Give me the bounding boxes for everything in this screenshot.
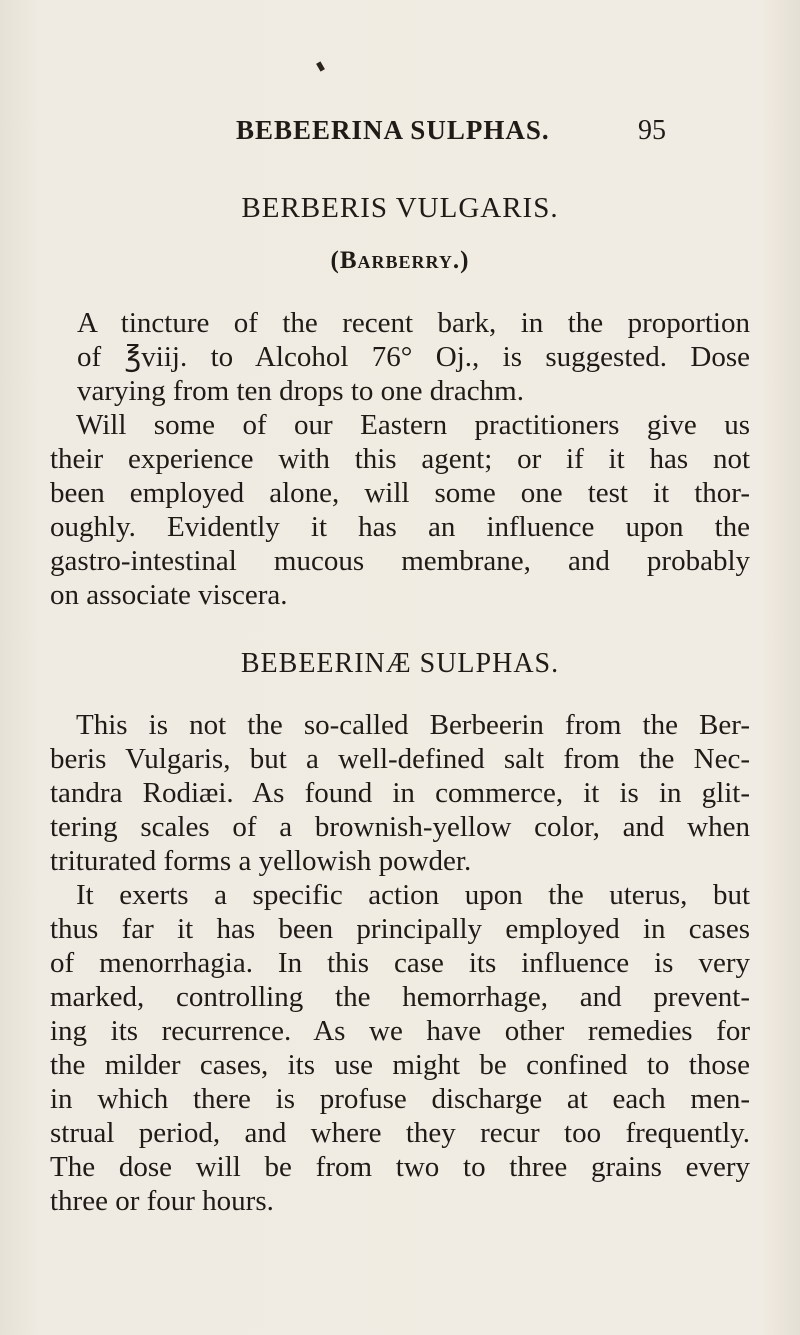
paragraph [50,878,750,1218]
ink-speck [316,61,325,71]
text-line: This is not the so-called Berbeerin from the Ber- [76,709,750,741]
section-title-berberis: BERBERIS VULGARIS. [241,192,559,224]
text-line: been employed alone, will some one test it thor- [50,477,750,509]
page-number: 95 [638,115,666,146]
subtitle-rest: arberry [357,247,453,274]
text-line: tandra Rodiæi. As found in commerce, it is in glit- [50,777,750,809]
text-line: Will some of our Eastern practitioners give us [76,409,750,441]
text-line: strual period, and where they recur too frequently. [50,1117,750,1149]
text-line: the milder cases, its use might be confined to those [50,1049,750,1081]
text-line: on associate viscera. [50,579,288,611]
text-line: ing its recurrence. As we have other remedies for [50,1015,750,1047]
text-line: three or four hours. [50,1185,274,1217]
text-line: varying from ten drops to one drachm. [77,375,524,407]
bebeerinae-text [50,708,750,1218]
subtitle-initial: B [339,247,358,274]
text-line: A tincture of the recent bark, in the proportion [77,307,750,339]
text-line: in which there is profuse discharge at each men- [50,1083,750,1115]
section-title-bebeerinae: BEBEERINÆ SULPHAS. [240,648,560,679]
text-line: oughly. Evidently it has an influence upon the [50,511,750,543]
section-subtitle-barberry [0,247,800,275]
berberis-text [50,306,750,612]
text-line: gastro-intestinal mucous membrane, and probably [50,545,750,577]
text-line: thus far it has been principally employed in cases [50,913,750,945]
text-line: marked, controlling the hemorrhage, and prevent- [50,981,750,1013]
text-line: triturated forms a yellowish powder. [50,845,472,877]
text-line: beris Vulgaris, but a well-defined salt from the Nec- [50,743,750,775]
paragraph [50,408,750,612]
running-head [0,115,800,151]
subtitle-close-paren: .) [452,247,470,274]
text-line: It exerts a specific action upon the uterus, but [76,879,750,911]
text-line: The dose will be from two to three grains every [50,1151,750,1183]
text-line: of ℥viij. to Alcohol 76° Oj., is suggested. Dose [77,341,750,373]
text-line: their experience with this agent; or if it has not [50,443,750,475]
text-line: tering scales of a brownish-yellow color, and when [50,811,750,843]
text-line: of menorrhagia. In this case its influence is very [50,947,750,979]
subtitle-open-paren: ( [330,247,340,274]
paragraph [50,306,750,408]
running-head-title: BEBEERINA SULPHAS. [236,115,550,145]
paragraph [50,708,750,878]
